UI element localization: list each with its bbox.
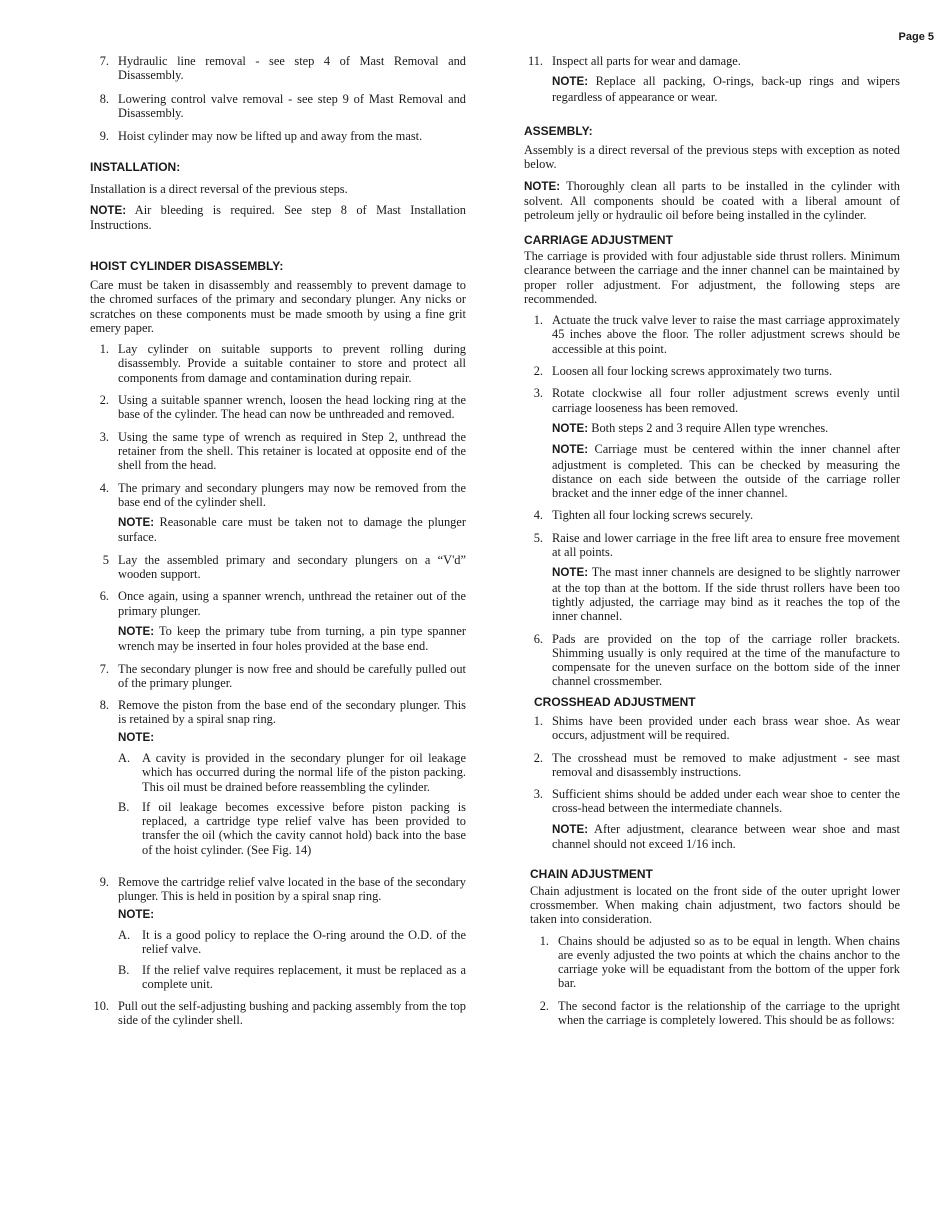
disassembly-step-2	[90, 393, 466, 422]
step-number: 6.	[99, 589, 109, 604]
disassembly-step-9	[90, 875, 466, 991]
hoist-cylinder-disassembly-heading: HOIST CYLINDER DISASSEMBLY:	[90, 258, 284, 273]
chain-step-1	[524, 934, 900, 991]
disassembly-step-5	[90, 553, 466, 582]
step-number: 9.	[99, 875, 109, 890]
note-text: The mast inner channels are designed to be slightly narrower at the top than at the bottom. If the side thrust rollers have been too tightly adjusted, the carriage may bind as it reaches the top of the inner channel.	[552, 565, 901, 624]
crosshead-adjustment-heading: CROSSHEAD ADJUSTMENT	[534, 694, 696, 709]
step-number: 2.	[99, 393, 109, 408]
step-number: 1.	[99, 342, 109, 357]
note-text: Air bleeding is required. See step 8 of Mast Installation Instructions.	[90, 203, 466, 233]
note-item-a	[118, 751, 466, 794]
step-text: Rotate clockwise all four roller adjustment screws evenly until carriage looseness has been removed.	[552, 386, 900, 415]
note-label: NOTE:	[90, 204, 127, 218]
step-number: 7.	[99, 54, 109, 68]
step-number: 3.	[533, 787, 543, 802]
chain-adjustment-heading: CHAIN ADJUSTMENT	[530, 867, 653, 882]
assembly-text: Assembly is a direct reversal of the previous steps with exception as noted below.	[524, 143, 900, 172]
step-body	[552, 531, 900, 624]
step-number: 8.	[99, 91, 109, 106]
note-label: NOTE:	[524, 179, 561, 193]
step-8-lowering-valve	[90, 92, 466, 121]
installation-note	[90, 203, 466, 233]
carriage-step-6	[524, 632, 900, 689]
carriage-step-2	[524, 364, 900, 378]
assembly-note	[524, 179, 900, 223]
step-text: Chains should be adjusted so as to be equal in length. When chains are evenly adjusted the two points at which the chains anchor to the carriage yoke will be equadistant from the bottom of the upper fork bar.	[558, 933, 900, 991]
page-number: Page 5	[898, 31, 934, 43]
disassembly-step-6	[90, 589, 466, 653]
note-label: NOTE:	[118, 516, 155, 530]
note-label: NOTE:	[552, 822, 589, 836]
note-text: Replace all packing, O-rings, back-up rings and wipers regardless of appearance or wear.	[552, 74, 900, 104]
step-text: Lowering control valve removal - see step 9 of Mast Removal and Disassembly.	[118, 91, 466, 120]
step-number: 6.	[533, 631, 543, 646]
step-number: 2.	[533, 750, 543, 765]
right-column	[524, 54, 900, 1036]
carriage-step-1	[524, 313, 900, 356]
note-label: NOTE:	[118, 907, 155, 921]
step-note-allen	[552, 421, 900, 436]
left-column	[90, 54, 466, 1037]
disassembly-intro: Care must be taken in disassembly and reassembly to prevent damage to the chromed surfaces of the primary and secondary plunger. Any nicks or scratches on these components must be made smooth by using a fine grit emery paper.	[90, 277, 466, 335]
step-text: Lay the assembled primary and secondary plungers on a “V'd” wooden support.	[118, 552, 466, 582]
assembly-heading: ASSEMBLY:	[524, 123, 593, 138]
step-text: Using the same type of wrench as required in Step 2, unthread the retainer from the shell. This retainer is located at opposite end of the shell from the head.	[118, 429, 466, 473]
step-text: Remove the piston from the base end of the secondary plunger. This is retained by a spiral snap ring.	[118, 698, 466, 727]
step-text: Remove the cartridge relief valve located in the base of the secondary plunger. This is held in position by a spiral snap ring.	[118, 875, 466, 904]
step-text: Once again, using a spanner wrench, unthread the retainer out of the primary plunger.	[118, 589, 466, 618]
step-note	[118, 624, 466, 654]
step-text: The second factor is the relationship of the carriage to the upright when the carriage is completely lowered. This should be as follows:	[558, 998, 900, 1028]
note-item-b	[118, 800, 466, 857]
carriage-adjustment-heading: CARRIAGE ADJUSTMENT	[524, 232, 673, 247]
carriage-step-5	[524, 531, 900, 624]
carriage-step-4	[524, 508, 900, 522]
note-label: NOTE:	[118, 624, 155, 638]
step-body	[118, 589, 466, 653]
step-7-hydraulic-line	[90, 54, 466, 83]
step-body	[552, 54, 900, 104]
step-text: Shims have been provided under each brass wear shoe. As wear occurs, adjustment will be required.	[552, 713, 900, 743]
disassembly-step-4	[90, 481, 466, 545]
sub-text: If the relief valve requires replacement, it must be replaced as a complete unit.	[142, 962, 466, 991]
sub-text: A cavity is provided in the secondary plunger for oil leakage which has occurred during the normal life of the piston packing. This oil must be drained before reassembling the cylinder.	[142, 750, 466, 794]
step-number: 9.	[99, 129, 109, 144]
note-label: NOTE:	[552, 75, 589, 89]
step-number: 2.	[539, 998, 549, 1013]
note-label: NOTE:	[552, 566, 589, 580]
note-text: Carriage must be centered within the inner channel after adjustment is completed. This can be checked by measuring the distance on each side between the outside of the carriage roller bracket and the inner edge of the inner channel.	[552, 442, 900, 501]
step-body	[118, 481, 466, 545]
step-text: Lay cylinder on suitable supports to prevent rolling during disassembly. Provide a suitable container to store and protect all components from damage and contamination during repair.	[118, 342, 466, 385]
step-text: Actuate the truck valve lever to raise the mast carriage approximately 45 inches above the floor. The roller adjustment screws should be accessible at this point.	[552, 313, 900, 356]
step-body	[552, 386, 900, 500]
step-body	[552, 787, 900, 851]
disassembly-step-7	[90, 662, 466, 691]
step-number: 8.	[99, 698, 109, 713]
sub-letter: B.	[118, 799, 130, 814]
crosshead-step-1	[524, 714, 900, 743]
disassembly-step-8	[90, 698, 466, 857]
chain-step-2	[524, 999, 900, 1028]
note-text: To keep the primary tube from turning, a pin type spanner wrench may be inserted in four holes provided at the base end.	[118, 623, 466, 654]
step-text: Sufficient shims should be added under each wear shoe to center the cross-head between the intermediate channels.	[552, 787, 900, 816]
step-number: 7.	[99, 661, 109, 676]
step-body	[118, 875, 466, 991]
crosshead-step-3	[524, 787, 900, 851]
note-label: NOTE:	[552, 421, 589, 435]
sub-letter: A.	[118, 750, 131, 765]
note-text: Reasonable care must be taken not to damage the plunger surface.	[118, 515, 466, 545]
step-text: Tighten all four locking screws securely.	[552, 508, 754, 523]
step-note	[552, 822, 900, 852]
step-number: 10.	[93, 999, 109, 1014]
step-text: The crosshead must be removed to make adjustment - see mast removal and disassembly instructions.	[552, 750, 900, 779]
step-number: 5	[102, 552, 109, 567]
sub-letter: B.	[118, 962, 130, 977]
carriage-step-3	[524, 386, 900, 500]
step-text: Raise and lower carriage in the free lift area to ensure free movement at all points.	[552, 530, 900, 560]
step-text: Loosen all four locking screws approximately two turns.	[552, 364, 833, 379]
step-text: The secondary plunger is now free and should be carefully pulled out of the primary plunger.	[118, 661, 466, 690]
step-number: 3.	[533, 386, 543, 401]
note-text: Thoroughly clean all parts to be installed in the cylinder with solvent. All components should be coated with a liberal amount of petroleum jelly or hydraulic oil before being installed in the cylinder.	[524, 178, 901, 223]
step-note	[552, 565, 900, 623]
sub-text: If oil leakage becomes excessive before piston packing is replaced, a cartridge type relief valve has been provided to transfer the oil (which the cavity cannot hold) back into the base of the hoist cylinder. (See Fig. 14)	[142, 799, 466, 857]
sub-text: It is a good policy to replace the O-ring around the O.D. of the relief valve.	[142, 927, 466, 957]
disassembly-step-10	[90, 999, 466, 1028]
disassembly-step-3	[90, 430, 466, 473]
note-item-a	[118, 928, 466, 957]
note-label: NOTE:	[552, 443, 589, 457]
installation-text: Installation is a direct reversal of the previous steps.	[90, 181, 348, 196]
step-text: The primary and secondary plungers may now be removed from the base end of the cylinder shell.	[118, 480, 466, 509]
note-text: After adjustment, clearance between wear shoe and mast channel should not exceed 1/16 inch.	[552, 821, 900, 852]
crosshead-step-2	[524, 751, 900, 780]
note-label: NOTE:	[118, 730, 155, 744]
note-text: Both steps 2 and 3 require Allen type wrenches.	[591, 420, 829, 435]
note-item-b	[118, 963, 466, 992]
step-text: Pull out the self-adjusting bushing and packing assembly from the top side of the cylinder shell.	[118, 999, 466, 1028]
step-number: 1.	[533, 313, 543, 328]
step-text: Pads are provided on the top of the carriage roller brackets. Shimming usually is only required at the time of the manufacture to compensate for the uneven surface on the bottom side of the inner channel crossmember.	[552, 631, 900, 689]
step-number: 3.	[99, 429, 109, 444]
step-body	[118, 698, 466, 857]
step-text: Hydraulic line removal - see step 4 of Mast Removal and Disassembly.	[118, 54, 466, 83]
step-9-hoist-cylinder	[90, 129, 466, 143]
step-note	[552, 74, 900, 104]
step-number: 2.	[533, 364, 543, 379]
disassembly-step-1	[90, 342, 466, 385]
step-number: 5.	[533, 530, 543, 545]
step-number: 4.	[533, 508, 543, 523]
step-text: Hoist cylinder may now be lifted up and away from the mast.	[118, 129, 423, 144]
step-note-centered	[552, 442, 900, 500]
sub-letter: A.	[118, 927, 131, 942]
step-text: Using a suitable spanner wrench, loosen the head locking ring at the base of the cylinder. The head can now be unthreaded and removed.	[118, 393, 466, 422]
installation-heading: INSTALLATION:	[90, 160, 181, 175]
step-11-inspect	[524, 54, 900, 104]
step-number: 11.	[527, 54, 543, 68]
step-number: 1.	[539, 933, 549, 948]
step-number: 1.	[533, 713, 543, 728]
step-number: 4.	[99, 480, 109, 495]
chain-intro: Chain adjustment is located on the front side of the outer upright lower crossmember. When making chain adjustment, two factors should be taken into consideration.	[530, 883, 900, 927]
step-text: Inspect all parts for wear and damage.	[552, 54, 741, 68]
step-note	[118, 515, 466, 545]
carriage-intro: The carriage is provided with four adjustable side thrust rollers. Minimum clearance between the carriage and the inner channel can be maintained by proper roller adjustment. For adjustment, the following steps are recommended.	[524, 248, 900, 306]
